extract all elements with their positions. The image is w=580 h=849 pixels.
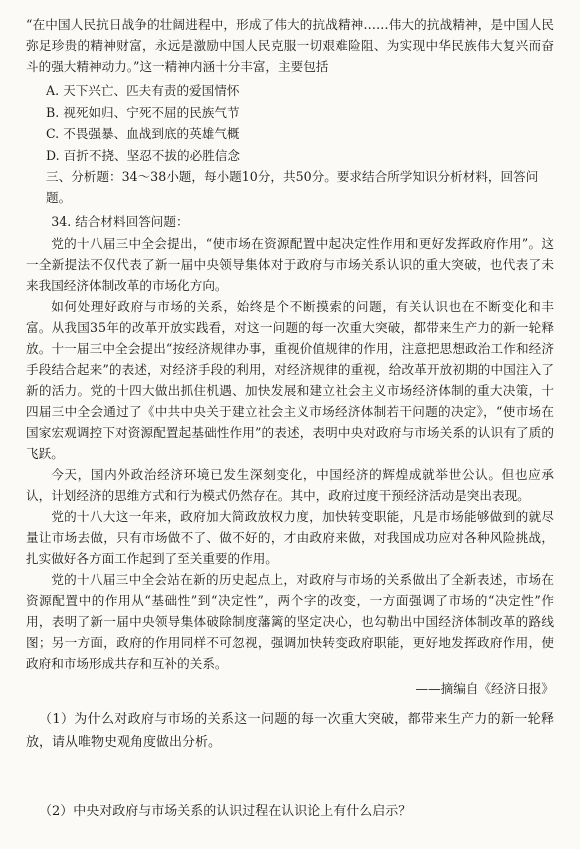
option-d: D. 百折不挠、坚忍不拔的必胜信念 (46, 147, 240, 163)
material-paragraph: 今天，国内外政治经济环境已发生深刻变化，中国经济的辉煌成就举世公认。但也应承认，计划经济的思维方式和行为模式仍然存在。其中，政府过度干预经济活动是突出表现。 (26, 467, 554, 503)
option-a: A. 天下兴亡、匹夫有责的爱国情怀 (46, 83, 240, 98)
sub-question-1: （1）为什么对政府与市场的关系这一问题的每一次重大突破，都带来生产力的新一轮释放，请从唯物史观角度做出分析。 (26, 712, 554, 750)
section-heading: 三、分析题：34～38小题，每小题10分，共50分。要求结合所学知识分析材料，回答问题。 (46, 169, 539, 205)
sub-question-2: （2）中央对政府与市场关系的认识过程在认识论上有什么启示？ (39, 804, 412, 819)
material-paragraph: 党的十八届三中全会站在新的历史起点上，对政府与市场的关系做出了全新表述，市场在资源配置中的作用从“基础性”到“决定性”，两个字的改变，一方面强调了市场的“决定性”作用，表明了新一届中央领导集体破除制度藩篱的坚定决心，也勾勒出中国经济体制改革的路线图；另一方面，政府的作用同样不可忽视，强调加快转变政府职能，更好地发挥政府作用，使政府和市场形成共存和互补的关系。 (26, 572, 554, 671)
material-paragraph: 党的十八大这一年来，政府加大简政放权力度，加快转变职能，凡是市场能够做到的就尽量让市场去做，只有市场做不了、做不好的，才由政府来做，对我国成功应对各种风险挑战，扎实做好各方面工作起到了至关重要的作用。 (26, 509, 554, 566)
question-stem: “在中国人民抗日战争的壮阔进程中，形成了伟大的抗战精神……伟大的抗战精神，是中国人民弥足珍贵的精神财富，永远是激励中国人民克服一切艰难险阻、为实现中华民族伟大复兴而奋斗的强大精神动力。”这一精神内涵十分丰富，主要包括 (26, 17, 554, 74)
material-paragraph: 党的十八届三中全会提出，“使市场在资源配置中起决定性作用和更好发挥政府作用”。这一全新提法不仅代表了新一届中央领导集体对于政府与市场关系认识的重大突破，也代表了未来我国经济体制改革的市场化方向。 (26, 236, 554, 293)
source-citation: ——摘编自《经济日报》 (415, 681, 554, 696)
option-c: C. 不畏强暴、血战到底的英雄气概 (46, 126, 240, 141)
material-paragraph: 如何处理好政府与市场的关系，始终是个不断摸索的问题，有关认识也在不断变化和丰富。从我国35年的改革开放实践看，对这一问题的每一次重大突破，都带来生产力的新一轮释放。十一届三中全会提出“按经济规律办事，重视价值规律的作用，注意把思想政治工作和经济手段结合起来”的表述，对经济手段的利用，对经济规律的重视，给改革开放初期的中国注入了新的活力。党的十四大做出抓住机遇、加快发展和建立社会主义市场经济体制的重大决策，十四届三中全会通过了《中共中央关于建立社会主义市场经济体制若干问题的决定》，“使市场在国家宏观调控下对资源配置起基础性作用”的表述，表明中央对政府与市场关系的认识有了质的飞跃。 (26, 299, 554, 461)
question-title: 34. 结合材料回答问题： (51, 214, 189, 229)
option-b: B. 视死如归、宁死不屈的民族气节 (46, 104, 240, 120)
answer-options (26, 80, 554, 166)
material-text (26, 233, 554, 674)
